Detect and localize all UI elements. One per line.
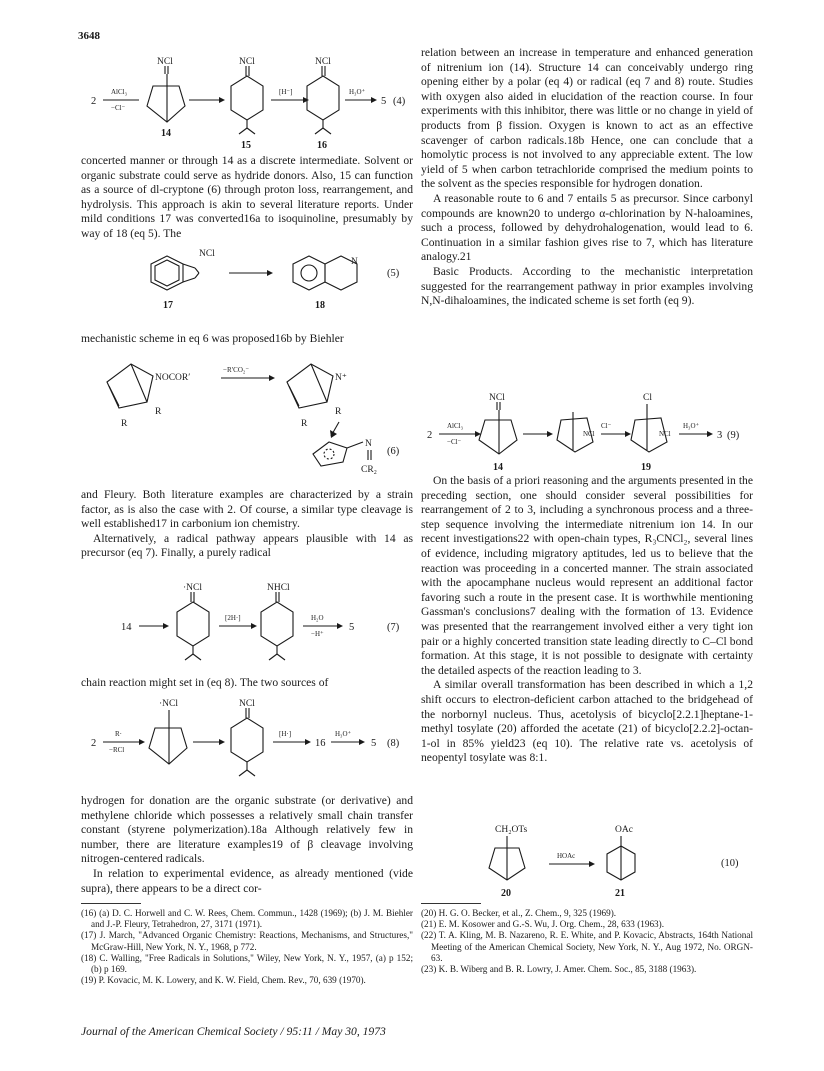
norbornene-structure-1 — [107, 364, 190, 429]
eq9-compound-14-structure — [479, 393, 517, 454]
compound-15-structure — [231, 57, 263, 134]
footnote-rule-left — [81, 903, 141, 904]
eq9-coefficient: 2 — [427, 430, 433, 441]
paragraph: A similar overall transformation has been described in which a 1,2 shift occurs to electron-deficient carbon attached to the bridgehead of the norbornyl nucleus. Thus, acetolysis of bicyclo[2.2.1]heptane-1-methyl tosylate (20) afforded the acetate (21) of bicyclo[2.2.2]-octan-1-ol in 85% yield23 (eq 10). The relative rate vs. acetolysis of neopentyl tosylate was 8:1. — [421, 678, 753, 765]
left-paragraph-3 — [81, 488, 413, 561]
eq8-number: (8) — [387, 738, 400, 749]
reference-20: (20) H. G. O. Becker, et al., Z. Chem., 9, 325 (1969). — [421, 908, 617, 918]
paragraph: and Fleury. Both literature examples are characterized by a strain factor, as is also the case with 2. Of course, a similar type cleavage is well established17 in carbonium ion chemistry. — [81, 488, 413, 531]
eq8-label-1: ·NCl — [159, 699, 178, 709]
reference-16: (16) (a) D. C. Horwell and C. W. Rees, Chem. Commun., 1428 (1969); (b) J. M. Biehler and J.-P. Fleury, Tetrahedron, 27, 3171 (1971). — [81, 908, 413, 930]
eq9-number: (9) — [727, 430, 740, 441]
eq9-label-2: Cl — [643, 393, 652, 403]
eq9-reagent3: H₃O⁺ — [683, 422, 700, 430]
reference-18: (18) C. Walling, "Free Radicals in Solutions," Wiley, New York, N. Y., 1957, (a) p 152; (b) p 169. — [81, 952, 413, 975]
compound-21-structure — [607, 825, 635, 880]
eq10-number: (10) — [721, 858, 739, 869]
eq5-label-n: N — [351, 257, 358, 267]
scheme-eq8 — [81, 694, 416, 786]
eq4-compound-14: 14 — [161, 128, 171, 139]
journal-footer: Journal of the American Chemical Society / 95:11 / May 30, 1973 — [81, 1025, 386, 1038]
eq7-number: (7) — [387, 622, 400, 633]
eq7-start: 14 — [121, 622, 132, 633]
eq4-reagent2: [H⁻] — [279, 88, 293, 96]
paragraph: chain reaction might set in (eq 8). The two sources of — [81, 676, 329, 689]
eq6-r2: R — [155, 407, 162, 417]
compound-14-structure — [147, 57, 185, 122]
eq5-label-ncl: NCl — [199, 249, 215, 259]
eq9-ncl-2: NCl — [659, 430, 671, 438]
eq8-product: 5 — [371, 738, 377, 749]
eq9-compound-14: 14 — [493, 462, 503, 473]
scheme-eq10 — [421, 818, 756, 900]
cyclopentenyl-structure — [313, 439, 377, 475]
reference-19: (19) P. Kovacic, M. K. Lowery, and K. W. Field, Chem. Rev., 70, 639 (1970). — [81, 975, 366, 986]
scheme-eq5 — [81, 242, 416, 320]
scheme-eq9 — [421, 390, 756, 474]
eq5-number: (5) — [387, 268, 400, 279]
eq9-compound-19: 19 — [641, 462, 651, 473]
eq9-label-1: NCl — [489, 393, 505, 403]
paragraph: hydrogen for donation are the organic substrate (or derivative) and methylene chloride which possesses a relatively small chain transfer constant (styrene polymerization).18a Although relatively few in number, there are literature examples19 of β cleavage involving nitrogen-centered radicals. — [81, 794, 413, 866]
reference-23: (23) K. B. Wiberg and B. R. Lowry, J. Amer. Chem. Soc., 85, 3188 (1963). — [421, 964, 697, 975]
eq6-number: (6) — [387, 446, 400, 457]
eq10-compound-20: 20 — [501, 888, 511, 899]
eq7-nhcl-structure — [261, 583, 293, 660]
eq5-compound-17: 17 — [163, 300, 173, 311]
compound-18-structure — [293, 256, 358, 290]
eq9-cl-minus: Cl⁻ — [601, 422, 612, 430]
eq9-product: 3 — [717, 430, 723, 441]
eq8-coefficient: 2 — [91, 738, 97, 749]
eq4-coefficient: 2 — [91, 96, 97, 107]
right-paragraph-2 — [421, 474, 753, 766]
page-number: 3648 — [78, 30, 100, 42]
eq5-compound-18: 18 — [315, 300, 325, 311]
eq9-azabicyclic-cation-structure — [557, 412, 595, 452]
eq4-number: (4) — [393, 96, 406, 107]
eq7-reagent2-bottom: −H⁺ — [311, 630, 324, 638]
paragraph: relation between an increase in temperature and enhanced generation of nitrenium ion (14). Structure 14 can conceivably undergo ring opening either by a polar (eq 4) or radical (eq 7 and 8) route. Studies with oxygen also aided in elucidation of the reaction course. In four experiments with this inhibitor, there was little or no change in yield of products from β fission. Oxygen is known to act as an effective scavenger of carbon radicals.18b Hence, one can conclude that a homolytic process is not involved to any appreciable extent. The low yield of 5 when carbon tetrachloride comprised the medium points to the solvent as the species responsible for hydrogen donation. — [421, 46, 753, 191]
eq6-cr2: CR₂ — [361, 465, 377, 475]
compound-20-structure — [489, 825, 528, 880]
paragraph: Basic Products. According to the mechanistic interpretation suggested for the rearrangement pathway in prior examples involving N,N-dihaloamines, the indicated scheme is set forth (eq 9). — [421, 264, 753, 308]
eq8-intermediate: 16 — [315, 738, 326, 749]
eq9-reagent1-top: AlCl₃ — [447, 422, 464, 430]
eq8-label-2: NCl — [239, 699, 255, 709]
eq9-reagent1-bottom: −Cl⁻ — [447, 438, 462, 446]
scheme-eq4 — [81, 52, 416, 152]
eq8-bicyclic-structure — [149, 699, 187, 764]
eq4-reagent3: H₃O⁺ — [349, 88, 366, 96]
eq4-label-3: NCl — [315, 57, 331, 67]
eq8-reagent3: H₃O⁺ — [335, 730, 352, 738]
compound-17-structure — [151, 249, 215, 290]
eq6-group: NOCOR′ — [155, 373, 191, 383]
compound-16-structure — [307, 57, 339, 134]
left-paragraph-2 — [81, 332, 413, 347]
eq7-reagent2-top: H₂O — [311, 614, 324, 622]
eq10-label-left: CH₂OTs — [495, 825, 528, 835]
eq6-r1: R — [121, 419, 128, 429]
right-paragraph-1 — [421, 46, 753, 309]
eq7-label-2: NHCl — [267, 583, 290, 593]
scheme-eq7 — [81, 578, 416, 670]
footnote-rule-right — [421, 903, 481, 904]
reference-21: (21) E. M. Kosower and G.-S. Wu, J. Org. Chem., 28, 633 (1963). — [421, 919, 664, 930]
reference-17: (17) J. March, "Advanced Organic Chemistry: Reactions, Mechanisms, and Structures," McGraw-Hill, New York, N. Y., 1968, p 772. — [81, 930, 413, 952]
eq6-r3: R — [301, 419, 308, 429]
eq7-reagent1: [2H·] — [225, 614, 241, 622]
eq8-reagent2: [H·] — [279, 730, 292, 738]
norbornene-structure-2 — [287, 364, 347, 429]
left-paragraph-5 — [81, 794, 413, 896]
paragraph: mechanistic scheme in eq 6 was proposed16b by Biehler — [81, 332, 344, 345]
eq4-label-2: NCl — [239, 57, 255, 67]
eq6-n: N — [365, 439, 372, 449]
eq10-compound-21: 21 — [615, 888, 625, 899]
eq6-nplus: N⁺ — [335, 373, 347, 383]
eq4-reagent1-top: AlCl₃ — [111, 88, 128, 96]
paragraph: In relation to experimental evidence, as already mentioned (vide supra), there appears to be a direct cor- — [81, 866, 413, 895]
references-left — [81, 908, 413, 986]
eq7-radical-structure — [177, 583, 209, 660]
scheme-eq6 — [81, 350, 416, 482]
eq7-product: 5 — [349, 622, 355, 633]
eq10-reagent: HOAc — [557, 852, 576, 860]
references-right — [421, 908, 753, 975]
paragraph: On the basis of a priori reasoning and the arguments presented in the preceding section, one should consider several possibilities for rearrangement of 2 to 3, including a synchronous process and a three-step sequence involving the intermediate nitrenium ion 14. In our recent investigations22 with open-chain types, R₃CNCl₂, several lines of evidence, including migratory aptitudes, led us to believe that the reaction was proceeding in a concerted manner. The strain associated with the apocamphane nucleus would represent an additional factor favoring such a route in the present case. It is worthwhile mentioning Gassman's conclusions7 dealing with the formation of 13. Evidence was presented that the rearrangement involved either a very tight ion pair or a highly concerted transition state leading directly to C–Cl bond formation. At this stage, it is not possible to designate with certainty the detailed aspects of the reaction leading to 3. — [421, 474, 753, 677]
eq4-compound-15: 15 — [241, 140, 251, 151]
eq4-reagent1-bottom: −Cl⁻ — [111, 104, 126, 112]
eq8-reagent1-top: R· — [115, 730, 122, 738]
paragraph: A reasonable route to 6 and 7 entails 5 as precursor. Since carbonyl compounds are known20 to undergo α-chlorination by N-haloamines, such a process, followed by dehydrohalogenation, would lead to 6. Continuation in a similar fashion gives rise to 7, which has literature analogy.21 — [421, 191, 753, 264]
compound-19-structure — [631, 393, 671, 452]
paragraph: concerted manner or through 14 as a discrete intermediate. Solvent or organic substrate could serve as hydride donors. Also, 15 can function as a source of dl-cryptone (6) through proton loss, rearrangement, and hydrolysis. This approach is akin to several literature reports. Under mild conditions 17 was converted16a to isoquinoline, presumably by way of 18 (eq 5). The — [81, 154, 413, 240]
eq9-ncl: NCl — [583, 430, 595, 438]
eq4-product: 5 — [381, 96, 387, 107]
eq10-label-right: OAc — [615, 825, 633, 835]
eq6-r4: R — [335, 407, 342, 417]
reference-22: (22) T. A. Kling, M. B. Nazareno, R. E. White, and P. Kovacic, Abstracts, 164th National Meeting of the American Chemical Society, New York, N. Y., Aug 1972, No. ORGN-63. — [421, 930, 753, 963]
paragraph: Alternatively, a radical pathway appears plausible with 14 as precursor (eq 7). Finally, a purely radical — [81, 531, 413, 560]
eq4-label-1: NCl — [157, 57, 173, 67]
eq8-cyclohexyl-structure — [231, 699, 263, 776]
eq7-label-1: ·NCl — [183, 583, 202, 593]
left-paragraph-1 — [81, 154, 413, 242]
eq4-compound-16: 16 — [317, 140, 327, 151]
eq8-reagent1-bottom: −RCl — [109, 746, 125, 754]
eq6-reagent: −R′CO₂⁻ — [223, 366, 250, 374]
left-paragraph-4 — [81, 676, 413, 691]
